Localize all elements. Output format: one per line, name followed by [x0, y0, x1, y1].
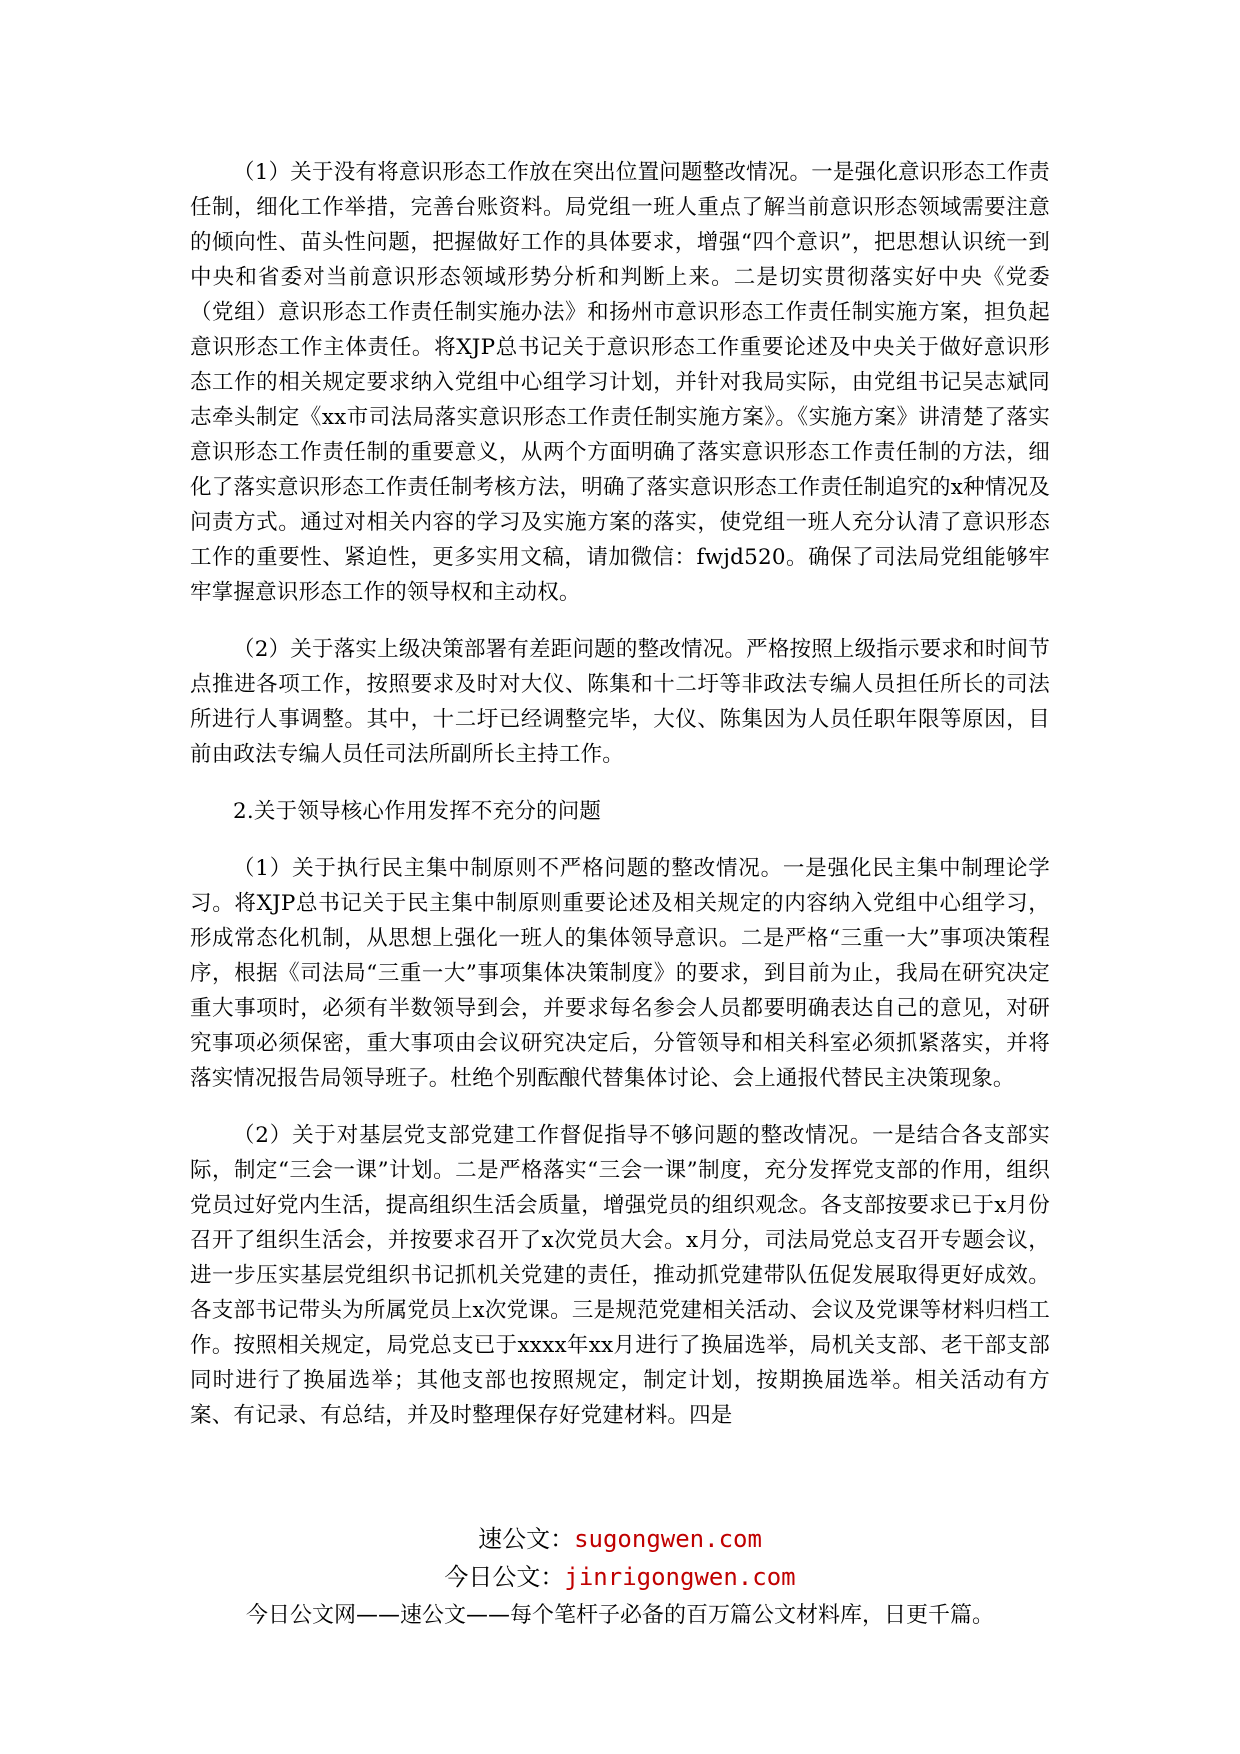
- document-body: [190, 155, 1050, 1455]
- footer-line-sugongwen: [0, 1520, 1240, 1558]
- paragraph-4: （2）关于对基层党支部党建工作督促指导不够问题的整改情况。一是结合各支部实际，制定“三会一课”计划。二是严格落实“三会一课”制度，充分发挥党支部的作用，组织党员过好党内生活，提高组织生活会质量，增强党员的组织观念。各支部按要求已于x月份召开了组织生活会，并按要求召开了x次党员大会。x月分，司法局党总支召开专题会议，进一步压实基层党组织书记抓机关党建的责任，推动抓党建带队伍促发展取得更好成效。各支部书记带头为所属党员上x次党课。三是规范党建相关活动、会议及党课等材料归档工作。按照相关规定，局党总支已于xxxx年xx月进行了换届选举，局机关支部、老干部支部同时进行了换届选举；其他支部也按照规定，制定计划，按期换届选举。相关活动有方案、有记录、有总结，并及时整理保存好党建材料。四是: [190, 1123, 1050, 1428]
- footer-label-sugongwen: 速公文：: [478, 1525, 575, 1553]
- paragraph-1: （1）关于没有将意识形态工作放在突出位置问题整改情况。一是强化意识形态工作责任制，细化工作举措，完善台账资料。局党组一班人重点了解当前意识形态领域需要注意的倾向性、苗头性问题，把握做好工作的具体要求，增强“四个意识”，把思想认识统一到中央和省委对当前意识形态领域形势分析和判断上来。二是切实贯彻落实好中央《党委（党组）意识形态工作责任制实施办法》和扬州市意识形态工作责任制实施方案，担负起意识形态工作主体责任。将XJP总书记关于意识形态工作重要论述及中央关于做好意识形态工作的相关规定要求纳入党组中心组学习计划，并针对我局实际，由党组书记吴志斌同志牵头制定《xx市司法局落实意识形态工作责任制实施方案》。《实施方案》讲清楚了落实意识形态工作责任制的重要意义，从两个方面明确了落实意识形态工作责任制的方法，细化了落实意识形态工作责任制考核方法，明确了落实意识形态工作责任制追究的x种情况及问责方式。通过对相关内容的学习及实施方案的落实，使党组一班人充分认清了意识形态工作的重要性、紧迫性，更多实用文稿，请加微信：fwjd520。确保了司法局党组能够牢牢掌握意识形态工作的领导权和主动权。: [190, 160, 1050, 605]
- sugongwen-link[interactable]: sugongwen.com: [574, 1525, 762, 1553]
- footer-banner: [0, 1520, 1240, 1634]
- footer-label-jinrigongwen: 今日公文：: [444, 1563, 565, 1591]
- footer-slogan: 今日公文网——速公文——每个笔杆子必备的百万篇公文材料库，日更千篇。: [245, 1603, 994, 1628]
- footer-line-jinrigongwen: [0, 1558, 1240, 1596]
- section-heading: 2.关于领导核心作用发挥不充分的问题: [233, 799, 602, 824]
- paragraph-2: （2）关于落实上级决策部署有差距问题的整改情况。严格按照上级指示要求和时间节点推进各项工作，按照要求及时对大仪、陈集和十二圩等非政法专编人员担任所长的司法所进行人事调整。其中，十二圩已经调整完毕，大仪、陈集因为人员任职年限等原因，目前由政法专编人员任司法所副所长主持工作。: [190, 637, 1050, 767]
- paragraph-3: （1）关于执行民主集中制原则不严格问题的整改情况。一是强化民主集中制理论学习。将XJP总书记关于民主集中制原则重要论述及相关规定的内容纳入党组中心组学习，形成常态化机制，从思想上强化一班人的集体领导意识。二是严格“三重一大”事项决策程序，根据《司法局“三重一大”事项集体决策制度》的要求，到目前为止，我局在研究决定重大事项时，必须有半数领导到会，并要求每名参会人员都要明确表达自己的意见，对研究事项必须保密，重大事项由会议研究决定后，分管领导和相关科室必须抓紧落实，并将落实情况报告局领导班子。杜绝个别酝酿代替集体讨论、会上通报代替民主决策现象。: [190, 856, 1050, 1091]
- jinrigongwen-link[interactable]: jinrigongwen.com: [564, 1563, 796, 1591]
